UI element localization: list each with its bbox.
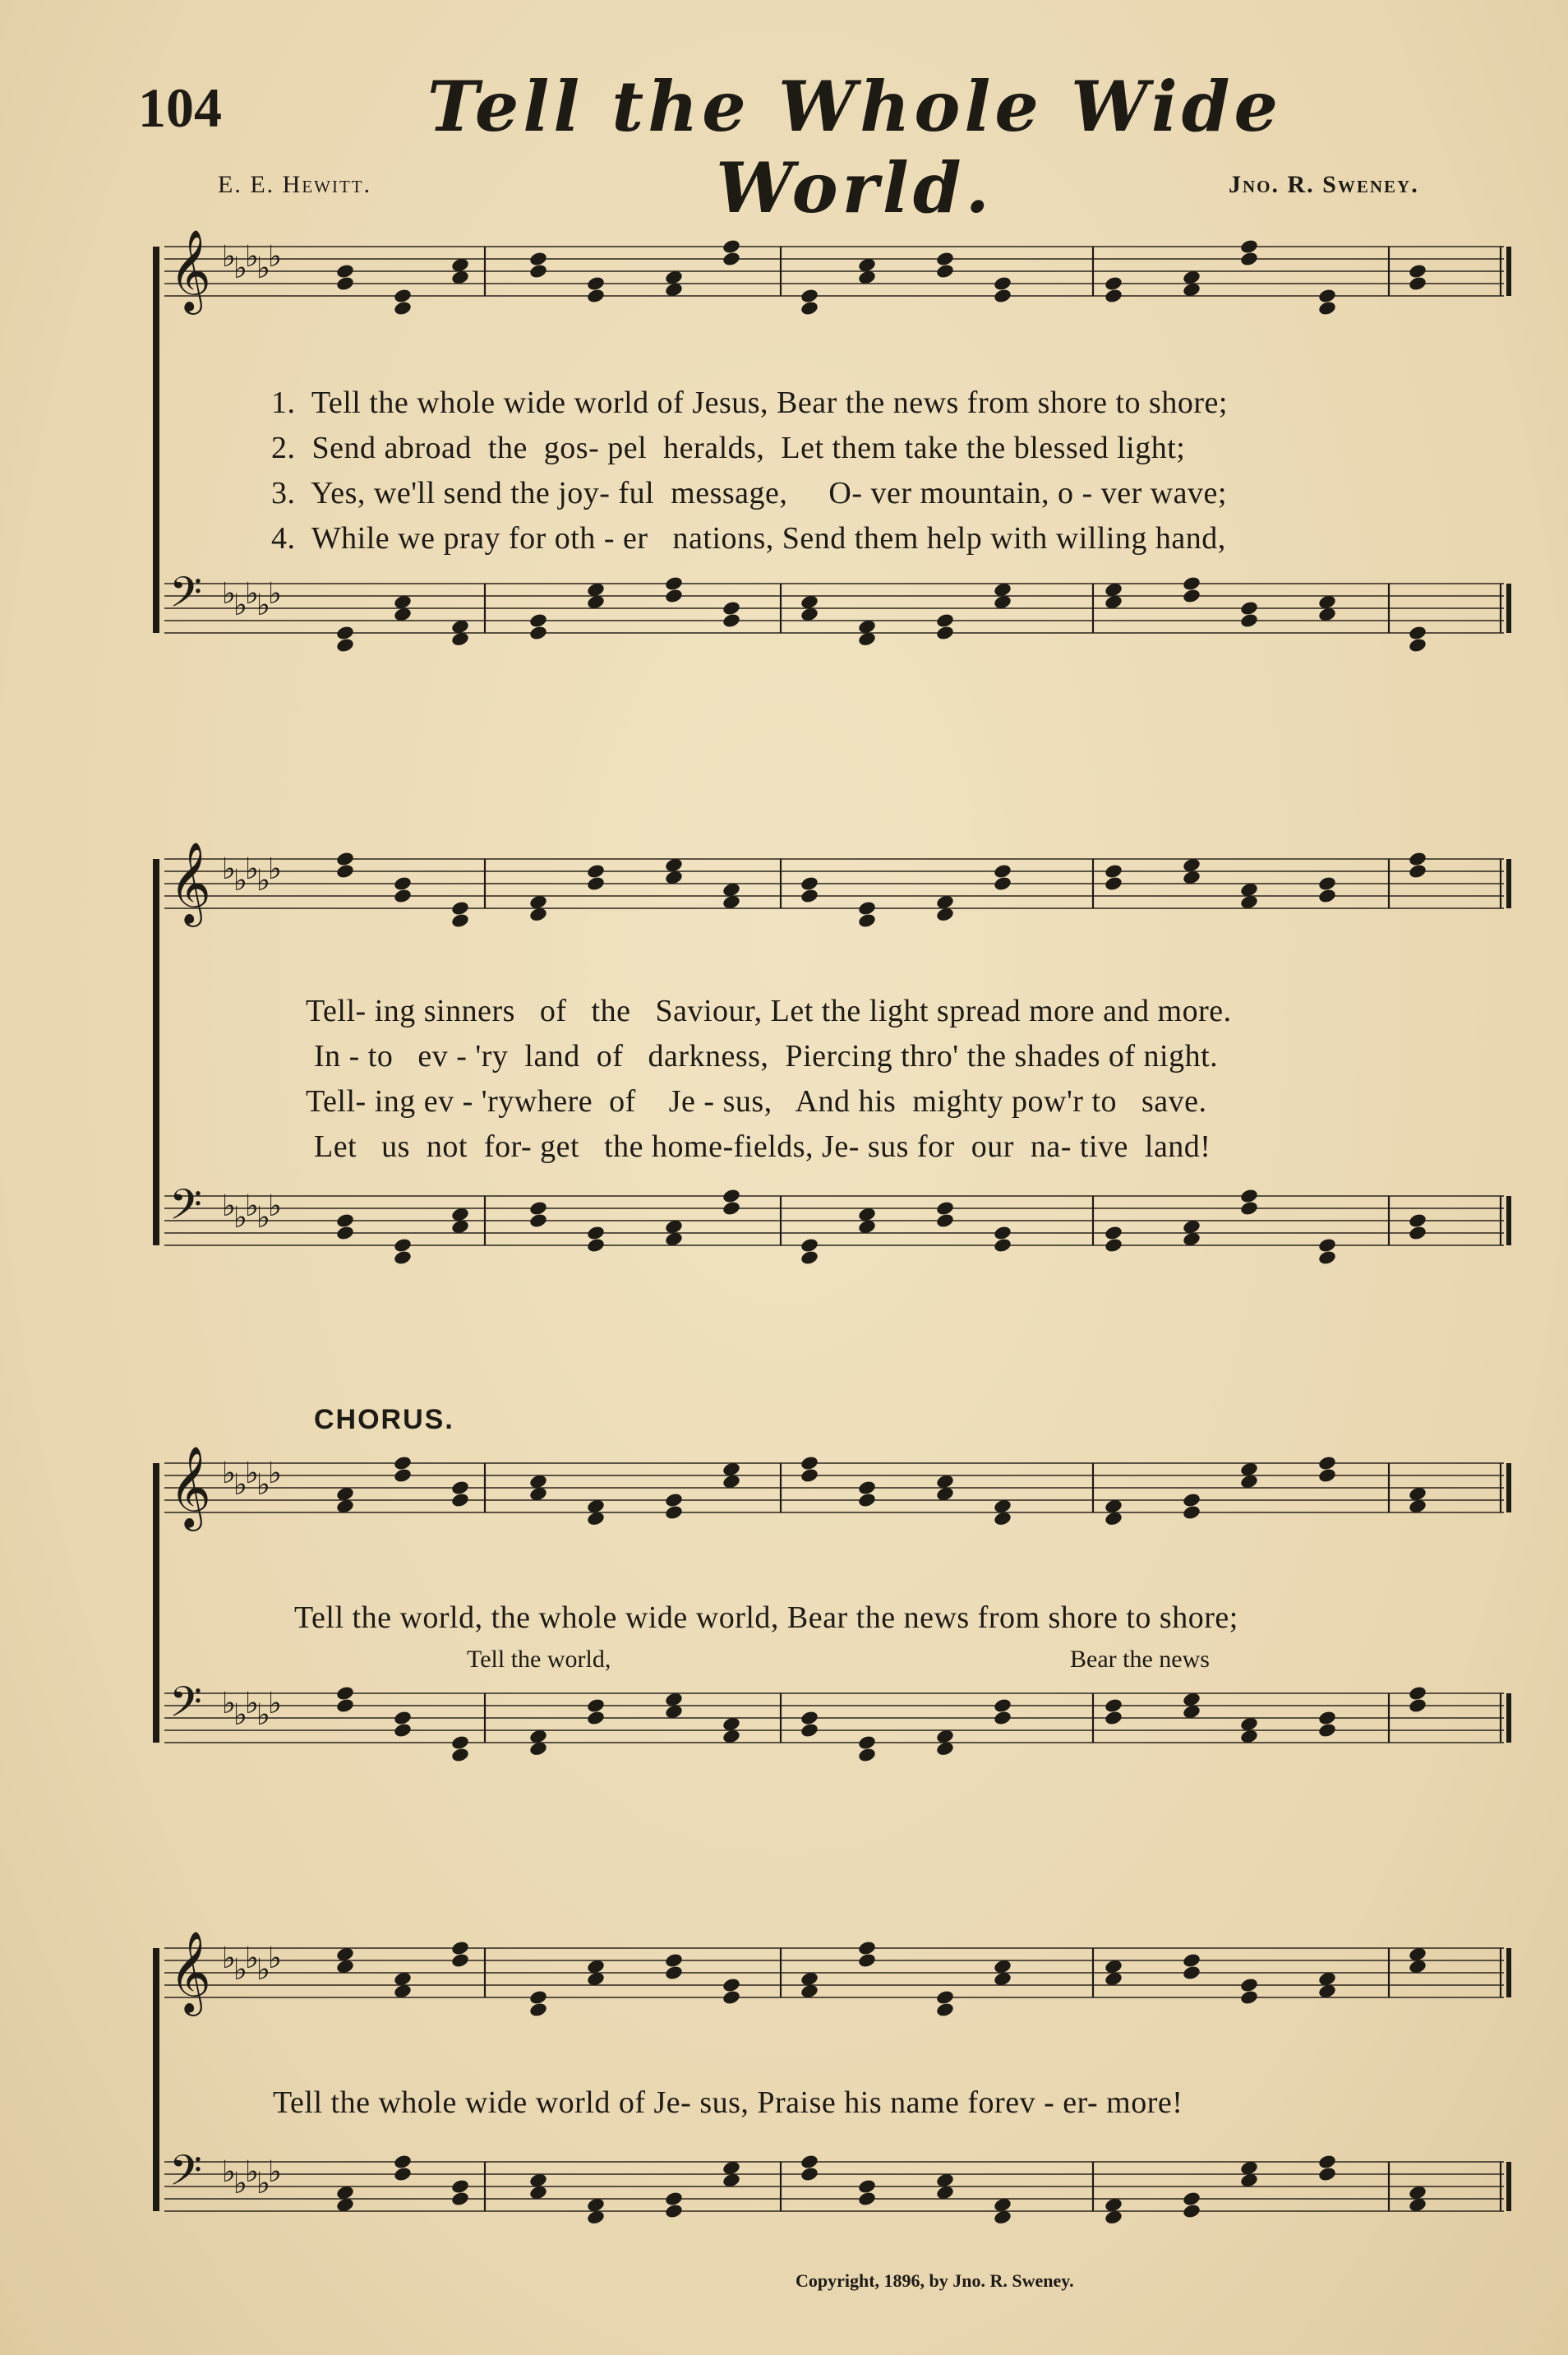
flat-sign: ♭ xyxy=(245,1457,259,1489)
note-head xyxy=(1317,1722,1337,1739)
note-head xyxy=(450,1492,470,1508)
note-head xyxy=(450,1940,470,1956)
flat-sign: ♭ xyxy=(268,577,282,610)
chorus-line-2: Tell the whole wide world of Je- sus, Praise his name forev - er- more! xyxy=(273,2085,1183,2120)
note-head xyxy=(393,2166,413,2182)
note-head xyxy=(722,1989,741,2006)
note-head xyxy=(1182,1952,1201,1969)
note-head xyxy=(450,2191,470,2207)
note-head xyxy=(857,1492,877,1508)
note-head xyxy=(393,2154,413,2170)
note-head xyxy=(1239,251,1259,267)
note-head xyxy=(335,851,355,867)
note-head xyxy=(1239,238,1259,255)
flat-sign: ♭ xyxy=(233,589,247,621)
note-head xyxy=(800,1722,819,1739)
note-head xyxy=(528,251,548,267)
note-head xyxy=(857,2178,877,2195)
flat-sign: ♭ xyxy=(268,240,282,273)
note-head xyxy=(935,2002,955,2018)
flat-sign: ♭ xyxy=(245,577,259,610)
flat-sign: ♭ xyxy=(222,1189,236,1222)
note-head xyxy=(1104,875,1123,892)
note-head xyxy=(1408,1685,1427,1702)
bass-clef: 𝄢 xyxy=(169,1180,202,1240)
note-head xyxy=(664,1504,684,1521)
note-head xyxy=(450,1952,470,1969)
flat-sign: ♭ xyxy=(245,240,259,273)
note-head xyxy=(800,1467,819,1484)
note-head xyxy=(722,1200,741,1217)
note-head xyxy=(1104,1225,1123,1241)
note-head xyxy=(1408,1225,1427,1241)
flat-sign: ♭ xyxy=(245,2155,259,2188)
flat-sign: ♭ xyxy=(256,2167,270,2200)
flat-sign: ♭ xyxy=(268,1942,282,1974)
note-head xyxy=(1408,275,1427,292)
note-head xyxy=(935,1212,955,1229)
note-head xyxy=(1317,2154,1337,2170)
note-head xyxy=(1317,875,1337,892)
treble-clef: 𝄞 xyxy=(169,1931,211,2013)
verse-line-3: 3. Yes, we'll send the joy- ful message, O- ver mountain, o - ver wave; xyxy=(271,476,1227,510)
note-head xyxy=(993,875,1012,892)
note-head xyxy=(993,1710,1012,1726)
note-head xyxy=(722,251,741,267)
note-head xyxy=(1408,1697,1427,1714)
bass-clef: 𝄢 xyxy=(169,1677,202,1737)
flat-sign: ♭ xyxy=(233,864,247,897)
note-head xyxy=(1239,1989,1259,2006)
note-head xyxy=(993,863,1012,880)
note-head xyxy=(722,1188,741,1204)
flat-sign: ♭ xyxy=(256,864,270,897)
note-head xyxy=(800,2154,819,2170)
note-head xyxy=(722,238,741,255)
note-head xyxy=(857,900,877,917)
note-head xyxy=(1104,1237,1123,1254)
note-head xyxy=(1239,600,1259,616)
note-head xyxy=(1182,588,1201,604)
flat-sign: ♭ xyxy=(256,589,270,621)
staff-pair-2 xyxy=(140,834,1520,1319)
verse-line-5: Tell- ing sinners of the Saviour, Let the light spread more and more. xyxy=(306,994,1232,1028)
note-head xyxy=(935,263,955,279)
note-head xyxy=(1317,1249,1337,1266)
note-head xyxy=(664,2203,684,2219)
note-head xyxy=(935,1200,955,1217)
note-head xyxy=(393,1722,413,1739)
note-head xyxy=(1317,288,1337,304)
note-head xyxy=(450,900,470,917)
note-head xyxy=(1104,863,1123,880)
hymn-title: Tell the Whole Wide World. xyxy=(427,66,1282,229)
note-head xyxy=(1317,300,1337,316)
note-head xyxy=(393,1237,413,1254)
flat-sign: ♭ xyxy=(233,1698,247,1731)
note-head xyxy=(935,251,955,267)
note-head xyxy=(1182,2191,1201,2207)
chorus-cue-1: Tell the world, xyxy=(467,1646,611,1673)
note-head xyxy=(393,1710,413,1726)
note-head xyxy=(586,863,606,880)
page-number: 104 xyxy=(138,76,222,139)
treble-clef: 𝄞 xyxy=(169,229,211,312)
note-head xyxy=(993,275,1012,292)
note-head xyxy=(800,1710,819,1726)
note-head xyxy=(664,2191,684,2207)
note-head xyxy=(993,1697,1012,1714)
note-head xyxy=(393,888,413,904)
flat-sign: ♭ xyxy=(256,1468,270,1501)
flat-sign: ♭ xyxy=(245,1687,259,1720)
note-head xyxy=(586,1237,606,1254)
note-head xyxy=(800,288,819,304)
flat-sign: ♭ xyxy=(222,1942,236,1974)
verse-line-7: Tell- ing ev - 'rywhere of Je - sus, And his mighty pow'r to save. xyxy=(306,1084,1207,1119)
note-head xyxy=(664,588,684,604)
note-head xyxy=(1317,2166,1337,2182)
note-head xyxy=(1239,612,1259,629)
note-head xyxy=(1104,1697,1123,1714)
note-head xyxy=(1182,2203,1201,2219)
note-head xyxy=(664,1952,684,1969)
note-head xyxy=(1182,1965,1201,1981)
note-head xyxy=(1408,637,1427,653)
note-head xyxy=(857,1940,877,1956)
flat-sign: ♭ xyxy=(233,1953,247,1986)
note-head xyxy=(450,2178,470,2195)
flat-sign: ♭ xyxy=(268,2155,282,2188)
flat-sign: ♭ xyxy=(256,252,270,284)
note-head xyxy=(528,1200,548,1217)
treble-clef: 𝄞 xyxy=(169,842,211,924)
composer: Jno. R. Sweney. xyxy=(1229,171,1419,198)
music-system-2 xyxy=(140,834,1520,1319)
chorus-cue-2: Bear the news xyxy=(1070,1646,1210,1673)
note-head xyxy=(335,637,355,653)
flat-sign: ♭ xyxy=(245,1942,259,1974)
note-head xyxy=(1182,575,1201,592)
note-head xyxy=(800,300,819,316)
note-head xyxy=(857,1952,877,1969)
note-head xyxy=(1239,1977,1259,1993)
note-head xyxy=(450,912,470,929)
verse-line-8: Let us not for- get the home-fields, Je- sus for our na- tive land! xyxy=(306,1129,1211,1164)
note-head xyxy=(450,1734,470,1751)
note-head xyxy=(1104,275,1123,292)
verse-line-2: 2. Send abroad the gos- pel heralds, Let them take the blessed light; xyxy=(271,431,1186,465)
note-head xyxy=(1239,1200,1259,1217)
flat-sign: ♭ xyxy=(245,852,259,885)
note-head xyxy=(857,912,877,929)
lyricist: E. E. Hewitt. xyxy=(218,171,372,198)
note-head xyxy=(393,1455,413,1471)
note-head xyxy=(1104,1710,1123,1726)
note-head xyxy=(664,1965,684,1981)
note-head xyxy=(528,263,548,279)
note-head xyxy=(335,275,355,292)
note-head xyxy=(586,288,606,304)
bass-clef: 𝄢 xyxy=(169,567,202,627)
note-head xyxy=(857,1747,877,1763)
note-head xyxy=(335,1225,355,1241)
note-head xyxy=(800,1455,819,1471)
note-head xyxy=(528,1989,548,2006)
note-head xyxy=(586,875,606,892)
verse-line-6: In - to ev - 'ry land of darkness, Piercing thro' the shades of night. xyxy=(306,1039,1219,1074)
note-head xyxy=(586,1710,606,1726)
note-head xyxy=(586,1225,606,1241)
flat-sign: ♭ xyxy=(256,1698,270,1731)
flat-sign: ♭ xyxy=(222,240,236,273)
note-head xyxy=(993,1225,1012,1241)
note-head xyxy=(335,863,355,880)
note-head xyxy=(393,1467,413,1484)
note-head xyxy=(993,1237,1012,1254)
note-head xyxy=(664,575,684,592)
note-head xyxy=(935,612,955,629)
note-head xyxy=(335,625,355,641)
note-head xyxy=(450,1480,470,1496)
note-head xyxy=(1317,1467,1337,1484)
note-head xyxy=(335,1685,355,1702)
note-head xyxy=(722,612,741,629)
note-head xyxy=(528,612,548,629)
note-head xyxy=(664,1492,684,1508)
note-head xyxy=(1239,1188,1259,1204)
note-head xyxy=(1317,1237,1337,1254)
note-head xyxy=(722,600,741,616)
note-head xyxy=(1104,288,1123,304)
note-head xyxy=(857,2191,877,2207)
flat-sign: ♭ xyxy=(233,2167,247,2200)
flat-sign: ♭ xyxy=(268,852,282,885)
note-head xyxy=(528,625,548,641)
flat-sign: ♭ xyxy=(222,1687,236,1720)
note-head xyxy=(335,263,355,279)
chorus-label: CHORUS. xyxy=(314,1404,454,1435)
note-head xyxy=(800,875,819,892)
note-head xyxy=(1408,625,1427,641)
flat-sign: ♭ xyxy=(245,1189,259,1222)
note-head xyxy=(800,1249,819,1266)
note-head xyxy=(1317,888,1337,904)
flat-sign: ♭ xyxy=(222,852,236,885)
note-head xyxy=(1182,1492,1201,1508)
note-head xyxy=(586,275,606,292)
flat-sign: ♭ xyxy=(222,577,236,610)
bass-clef: 𝄢 xyxy=(169,2145,202,2205)
note-head xyxy=(393,1249,413,1266)
note-head xyxy=(800,888,819,904)
note-head xyxy=(1408,863,1427,880)
note-head xyxy=(1408,1212,1427,1229)
note-head xyxy=(335,1697,355,1714)
flat-sign: ♭ xyxy=(233,252,247,284)
note-head xyxy=(1182,1504,1201,1521)
note-head xyxy=(857,1480,877,1496)
note-head xyxy=(393,288,413,304)
flat-sign: ♭ xyxy=(268,1189,282,1222)
flat-sign: ♭ xyxy=(256,1201,270,1234)
note-head xyxy=(528,2002,548,2018)
flat-sign: ♭ xyxy=(233,1468,247,1501)
note-head xyxy=(800,1237,819,1254)
note-head xyxy=(393,875,413,892)
note-head xyxy=(393,300,413,316)
flat-sign: ♭ xyxy=(256,1953,270,1986)
verse-line-1: 1. Tell the whole wide world of Jesus, Bear the news from shore to shore; xyxy=(271,386,1228,420)
note-head xyxy=(528,1212,548,1229)
note-head xyxy=(1317,1710,1337,1726)
note-head xyxy=(1317,1455,1337,1471)
chorus-line-1: Tell the world, the whole wide world, Bear the news from shore to shore; xyxy=(294,1600,1238,1635)
flat-sign: ♭ xyxy=(268,1687,282,1720)
copyright: Copyright, 1896, by Jno. R. Sweney. xyxy=(796,2270,1074,2291)
note-head xyxy=(993,288,1012,304)
note-head xyxy=(857,1734,877,1751)
note-head xyxy=(450,1747,470,1763)
note-head xyxy=(722,1977,741,1993)
note-head xyxy=(1408,851,1427,867)
note-head xyxy=(335,1212,355,1229)
verse-line-4: 4. While we pray for oth - er nations, Send them help with willing hand, xyxy=(271,521,1226,556)
flat-sign: ♭ xyxy=(268,1457,282,1489)
note-head xyxy=(1408,263,1427,279)
treble-clef: 𝄞 xyxy=(169,1446,211,1528)
flat-sign: ♭ xyxy=(222,2155,236,2188)
note-head xyxy=(935,625,955,641)
flat-sign: ♭ xyxy=(222,1457,236,1489)
note-head xyxy=(935,1989,955,2006)
flat-sign: ♭ xyxy=(233,1201,247,1234)
note-head xyxy=(800,2166,819,2182)
note-head xyxy=(586,1697,606,1714)
